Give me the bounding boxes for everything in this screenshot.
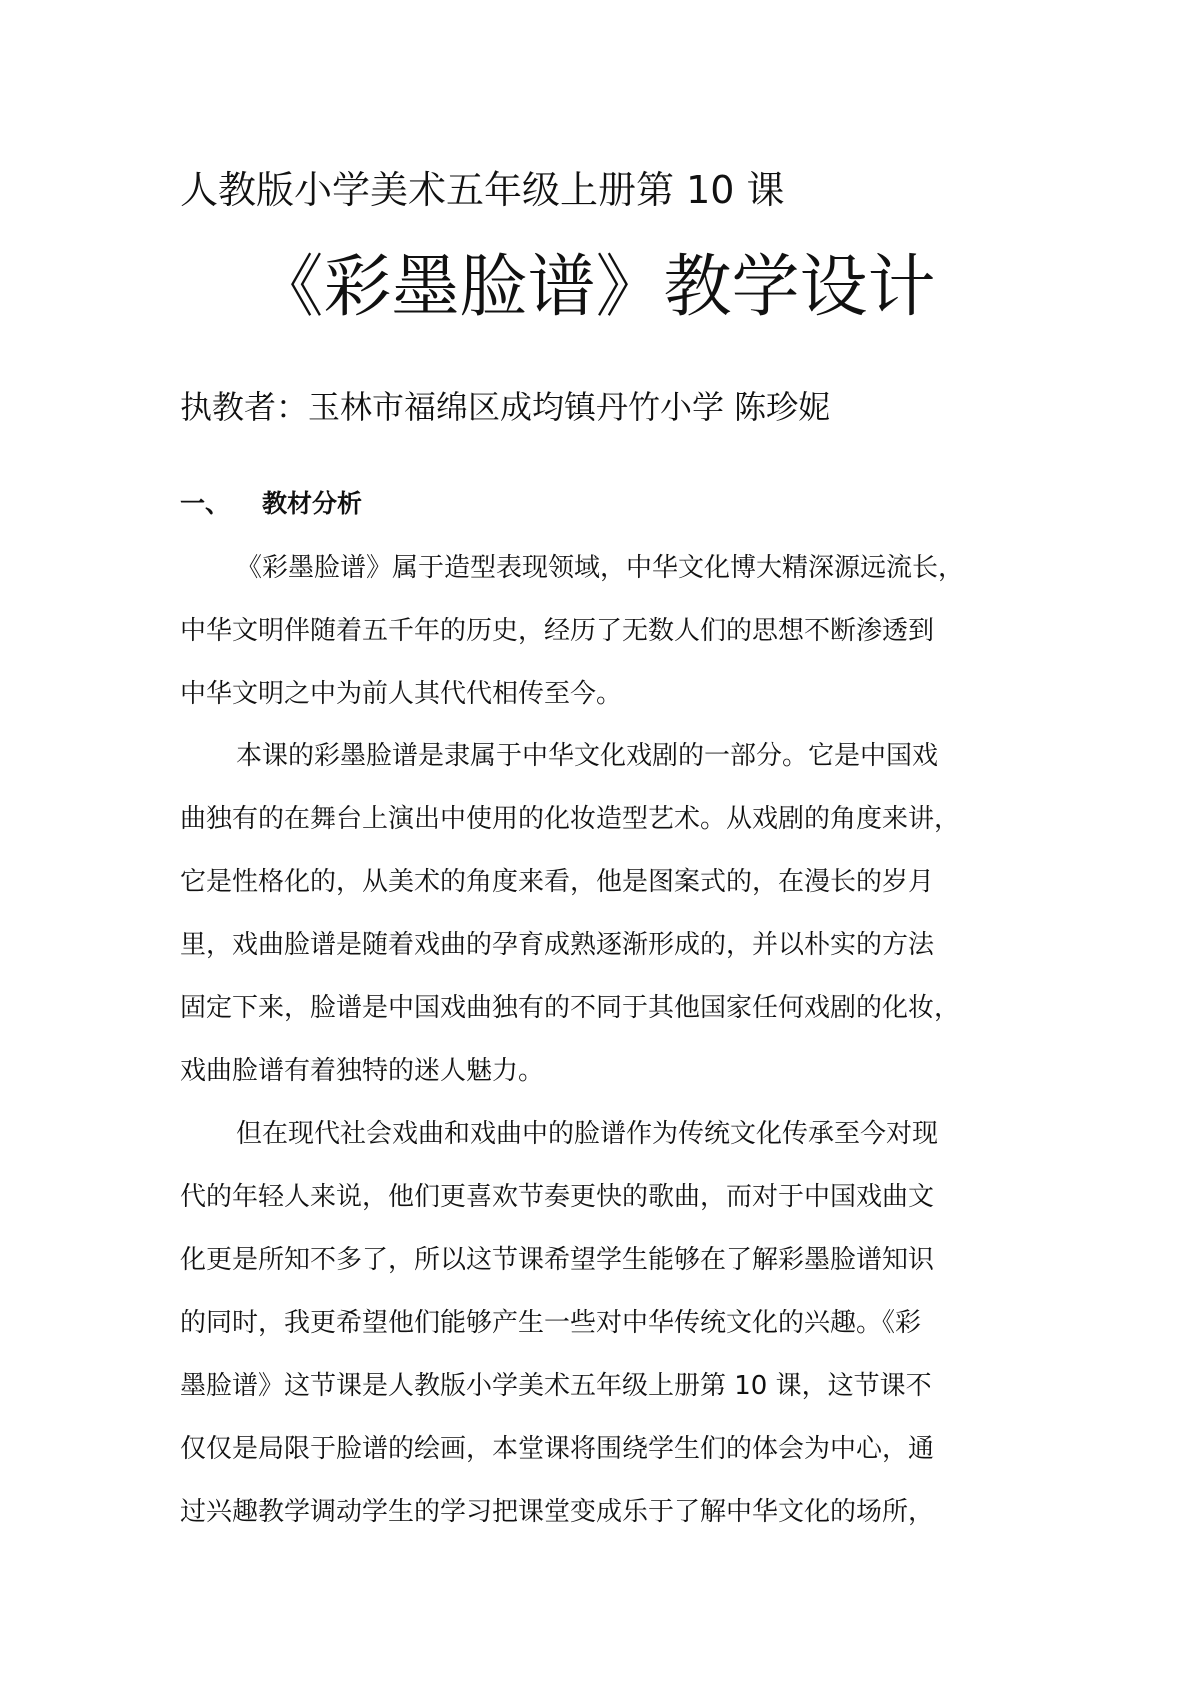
paragraph-line: 戏曲脸谱有着独特的迷人魅力。: [180, 1056, 545, 1086]
paragraph-line: 但在现代社会戏曲和戏曲中的脸谱作为传统文化传承至今对现: [236, 1119, 939, 1149]
paragraph-line: 《彩墨脸谱》属于造型表现领域，中华文化博大精深源远流长，: [236, 553, 965, 583]
section-heading: [180, 486, 362, 522]
paragraph-line: 中华文明之中为前人其代代相传至今。: [180, 679, 623, 709]
paragraph-line: 仅仅是局限于脸谱的绘画，本堂课将围绕学生们的体会为中心，通: [180, 1434, 935, 1464]
author-line: 执教者：玉林市福绵区成均镇丹竹小学 陈珍妮: [180, 388, 831, 426]
section-title: 教材分析: [262, 489, 363, 518]
paragraph-line: 中华文明伴随着五千年的历史，经历了无数人们的思想不断渗透到: [180, 616, 935, 646]
paragraph-line: 固定下来，脸谱是中国戏曲独有的不同于其他国家任何戏剧的化妆，: [180, 993, 961, 1023]
document-subtitle: 人教版小学美术五年级上册第 10 课: [180, 168, 785, 212]
paragraph-line: 本课的彩墨脸谱是隶属于中华文化戏剧的一部分。它是中国戏: [236, 741, 939, 771]
section-number: 一、: [180, 489, 231, 518]
paragraph-line: 里，戏曲脸谱是随着戏曲的孕育成熟逐渐形成的，并以朴实的方法: [180, 930, 935, 960]
paragraph-line: 过兴趣教学调动学生的学习把课堂变成乐于了解中华文化的场所，: [180, 1497, 935, 1527]
paragraph-line: 它是性格化的，从美术的角度来看，他是图案式的，在漫长的岁月: [180, 867, 935, 897]
paragraph-line: 化更是所知不多了，所以这节课希望学生能够在了解彩墨脸谱知识: [180, 1245, 935, 1275]
paragraph: [180, 1103, 1020, 1544]
paragraph: [180, 537, 1020, 726]
paragraph-line: 墨脸谱》这节课是人教版小学美术五年级上册第 10 课，这节课不: [180, 1371, 932, 1401]
paragraph: [180, 725, 1020, 1103]
document-title: 《彩墨脸谱》教学设计: [255, 248, 936, 327]
paragraph-line: 曲独有的在舞台上演出中使用的化妆造型艺术。从戏剧的角度来讲，: [180, 804, 961, 834]
paragraph-line: 代的年轻人来说，他们更喜欢节奏更快的歌曲，而对于中国戏曲文: [180, 1182, 935, 1212]
paragraph-line: 的同时，我更希望他们能够产生一些对中华传统文化的兴趣。《彩: [180, 1308, 922, 1338]
